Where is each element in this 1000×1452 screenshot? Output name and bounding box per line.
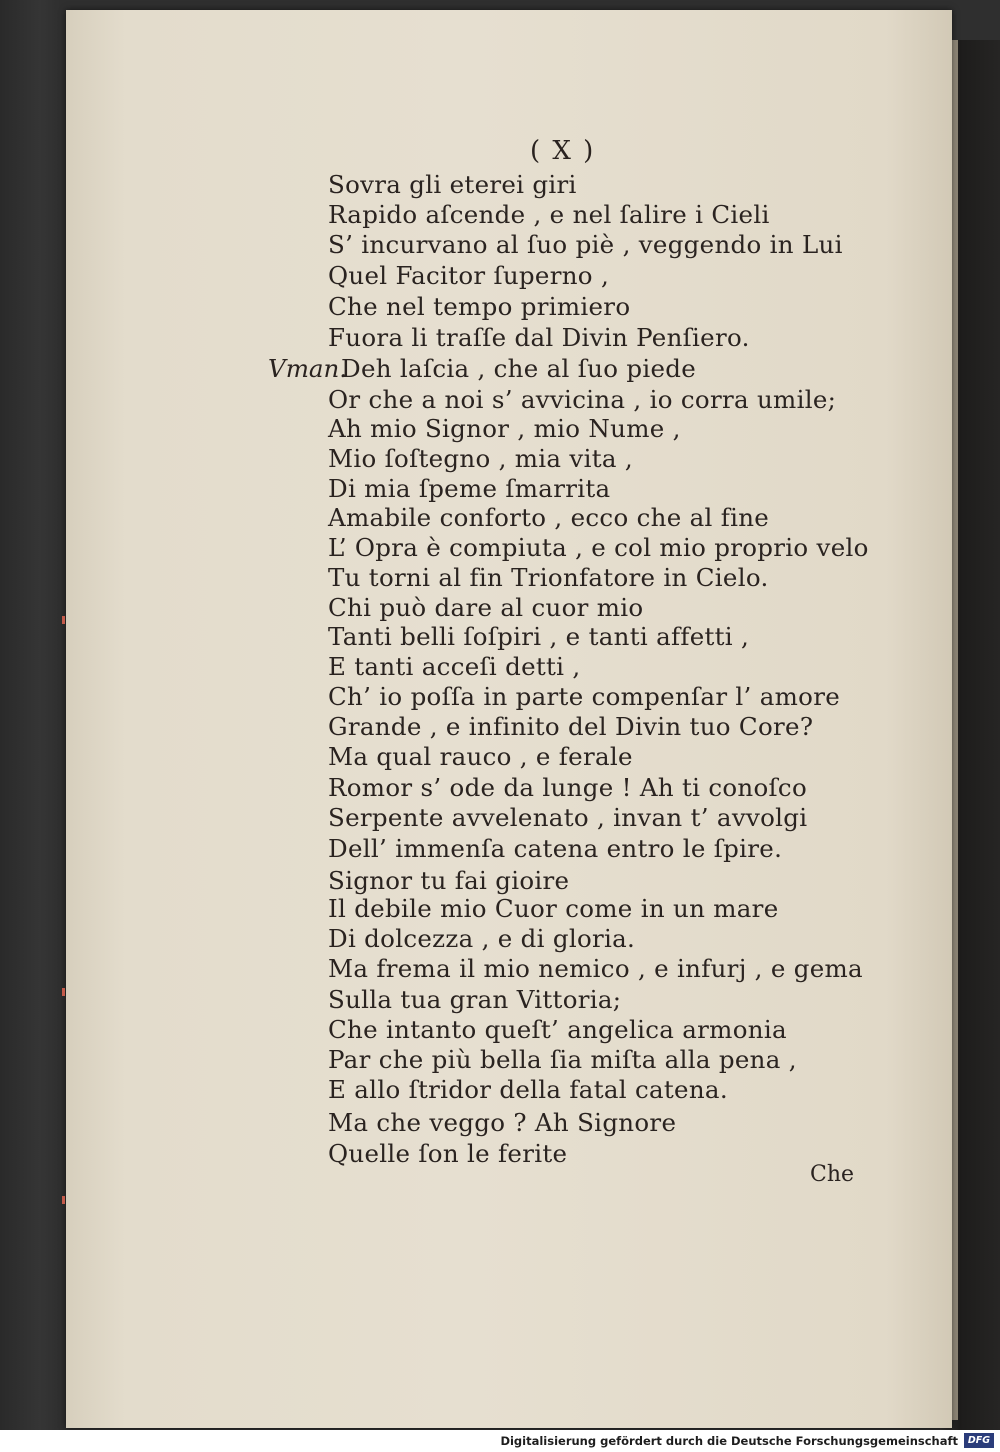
verse-line: Deh laſcia , che al ſuo piede <box>341 354 697 383</box>
verse-line: Che nel tempo primiero <box>328 292 631 321</box>
verse-line: Di mia ſpeme ſmarrita <box>328 474 611 503</box>
verse-line: Par che più bella ſia miſta alla pena , <box>328 1045 797 1074</box>
page-edge-mark <box>62 616 65 624</box>
verse-line: Or che a noi s’ avvicina , io corra umile; <box>328 385 837 414</box>
verse-line: Rapido aſcende , e nel ſalire i Cieli <box>328 200 770 229</box>
verse-line: Quelle ſon le ferite <box>328 1139 568 1168</box>
verse-line: Ah mio Signor , mio Nume , <box>328 414 681 443</box>
page-header: ( X ) <box>530 136 596 166</box>
verse-line: Tu torni al fin Trionfatore in Cielo. <box>328 563 769 592</box>
dfg-logo: DFG <box>964 1433 994 1448</box>
verse-line: Fuora li traſſe dal Divin Penſiero. <box>328 323 750 352</box>
verse-line: Il debile mio Cuor come in un mare <box>328 894 779 923</box>
verse-line: E tanti acceſi detti , <box>328 652 581 681</box>
verse-line: Signor tu fai gioire <box>328 866 570 895</box>
verse-line: Ma frema il mio nemico , e infurj , e gema <box>328 954 863 983</box>
page-edge-mark <box>62 1196 65 1204</box>
verse-line: Grande , e infinito del Divin tuo Core? <box>328 712 814 741</box>
footer-credit: Digitalisierung gefördert durch die Deutsche Forschungsgemeinschaft <box>500 1434 958 1448</box>
speaker-name: Vman. <box>268 354 348 383</box>
verse-line: Romor s’ ode da lunge ! Ah ti conoſco <box>328 773 807 802</box>
page-edge-mark <box>62 988 65 996</box>
verse-line: Ch’ io poſſa in parte compenſar l’ amore <box>328 682 841 711</box>
verse-line: S’ incurvano al ſuo piè , veggendo in Lui <box>328 230 843 259</box>
verse-line: Dell’ immenſa catena entro le ſpire. <box>328 834 783 863</box>
verse-line: Mio ſoſtegno , mia vita , <box>328 444 633 473</box>
verse-line: Ma che veggo ? Ah Signore <box>328 1108 677 1137</box>
verse-line: Tanti belli ſoſpiri , e tanti affetti , <box>328 622 750 651</box>
verse-line: Ma qual rauco , e ferale <box>328 742 633 771</box>
verse-line: Quel Facitor ſuperno , <box>328 261 610 290</box>
verse-line: Chi può dare al cuor mio <box>328 593 644 622</box>
verse-line: Di dolcezza , e di gloria. <box>328 924 636 953</box>
verse-line: L’ Opra è compiuta , e col mio proprio velo <box>328 533 869 562</box>
verse-line: Che intanto queſt’ angelica armonia <box>328 1015 787 1044</box>
catchword: Che <box>810 1162 855 1187</box>
digitization-footer <box>0 1430 1000 1452</box>
verse-line: Amabile conforto , ecco che al fine <box>328 503 770 532</box>
verse-line: Serpente avvelenato , invan t’ avvolgi <box>328 803 808 832</box>
verse-line: Sulla tua gran Vittoria; <box>328 985 622 1014</box>
verse-line: E allo ſtridor della fatal catena. <box>328 1075 728 1104</box>
verse-line: Sovra gli eterei giri <box>328 170 577 199</box>
